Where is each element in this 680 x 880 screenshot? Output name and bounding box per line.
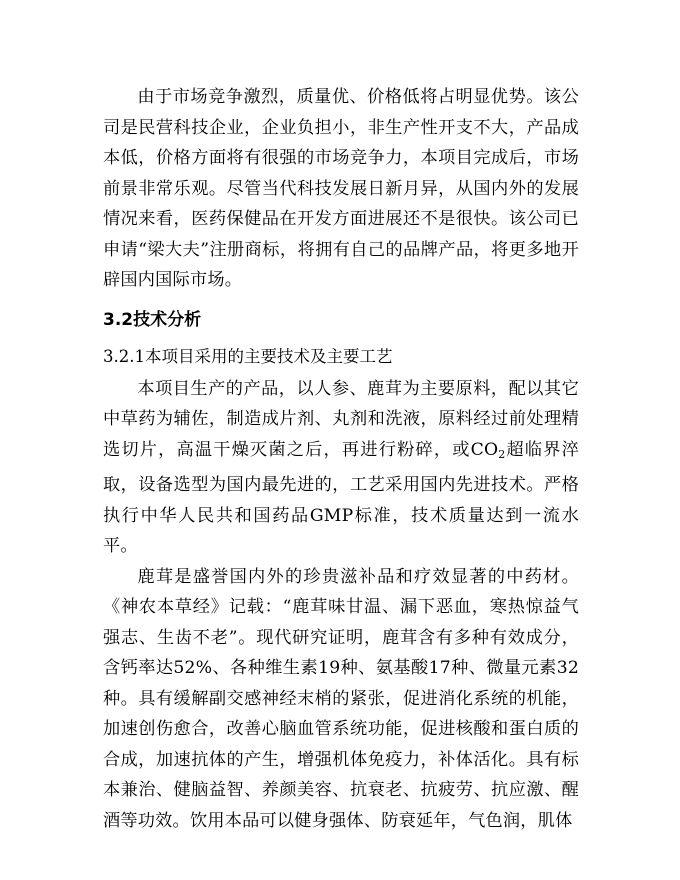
co2-base: CO: [470, 439, 499, 460]
section-heading-technical-analysis: 3.2技术分析: [103, 309, 202, 330]
paragraph-deer-antler: 鹿茸是盛誉国内外的珍贵滋补品和疗效显著的中药材。《神农本草经》记载：“鹿茸味甘温、漏下恶血，寒热惊益气强志、生齿不老”。现代研究证明，鹿茸含有多种有效成分，含钙率达52%、各种维生素19种、氨基酸17种、微量元素32种。具有缓解副交感神经末梢的紧张，促进消化系统的机能，加速创伤愈合，改善心脑血管系统功能，促进核酸和蛋白质的合成，加速抗体的产生，增强机体免疫力，补体活化。具有标本兼治、健脑益智、养颜美容、抗衰老、抗疲劳、抗应激、醒酒等功效。饮用本品可以健身强体、防衰延年，气色润，肌体: [103, 566, 579, 831]
co2-subscript: 2: [498, 447, 506, 461]
subsection-heading-main-technology: 3.2.1本项目采用的主要技术及主要工艺: [103, 346, 393, 366]
process-text-after: 超临界淬取，设备选型为国内最先进的，工艺采用国内先进技术。严格执行中华人民共和国药品GMP标准，技术质量达到一流水平。: [103, 439, 579, 556]
co2-formula: [471, 440, 506, 460]
paragraph-market-outlook: 由于市场竞争激烈，质量优、价格低将占明显优势。该公司是民营科技企业，企业负担小，非生产性开支不大，产品成本低，价格方面将有很强的市场竞争力，本项目完成后，市场前景非常乐观。尽管当代科技发展日新月异，从国内外的发展情况来看，医药保健品在开发方面进展还不是很快。该公司已申请“梁大夫”注册商标，将拥有自己的品牌产品，将更多地开辟国内国际市场。: [103, 87, 579, 290]
paragraph-production-process: [103, 374, 579, 562]
document-page: [103, 82, 579, 836]
process-text-before: 本项目生产的产品，以人参、鹿茸为主要原料，配以其它中草药为辅佐，制造成片剂、丸剂和洗液，原料经过前处理精选切片，高温干燥灭菌之后，再进行粉碎，或: [103, 378, 579, 460]
